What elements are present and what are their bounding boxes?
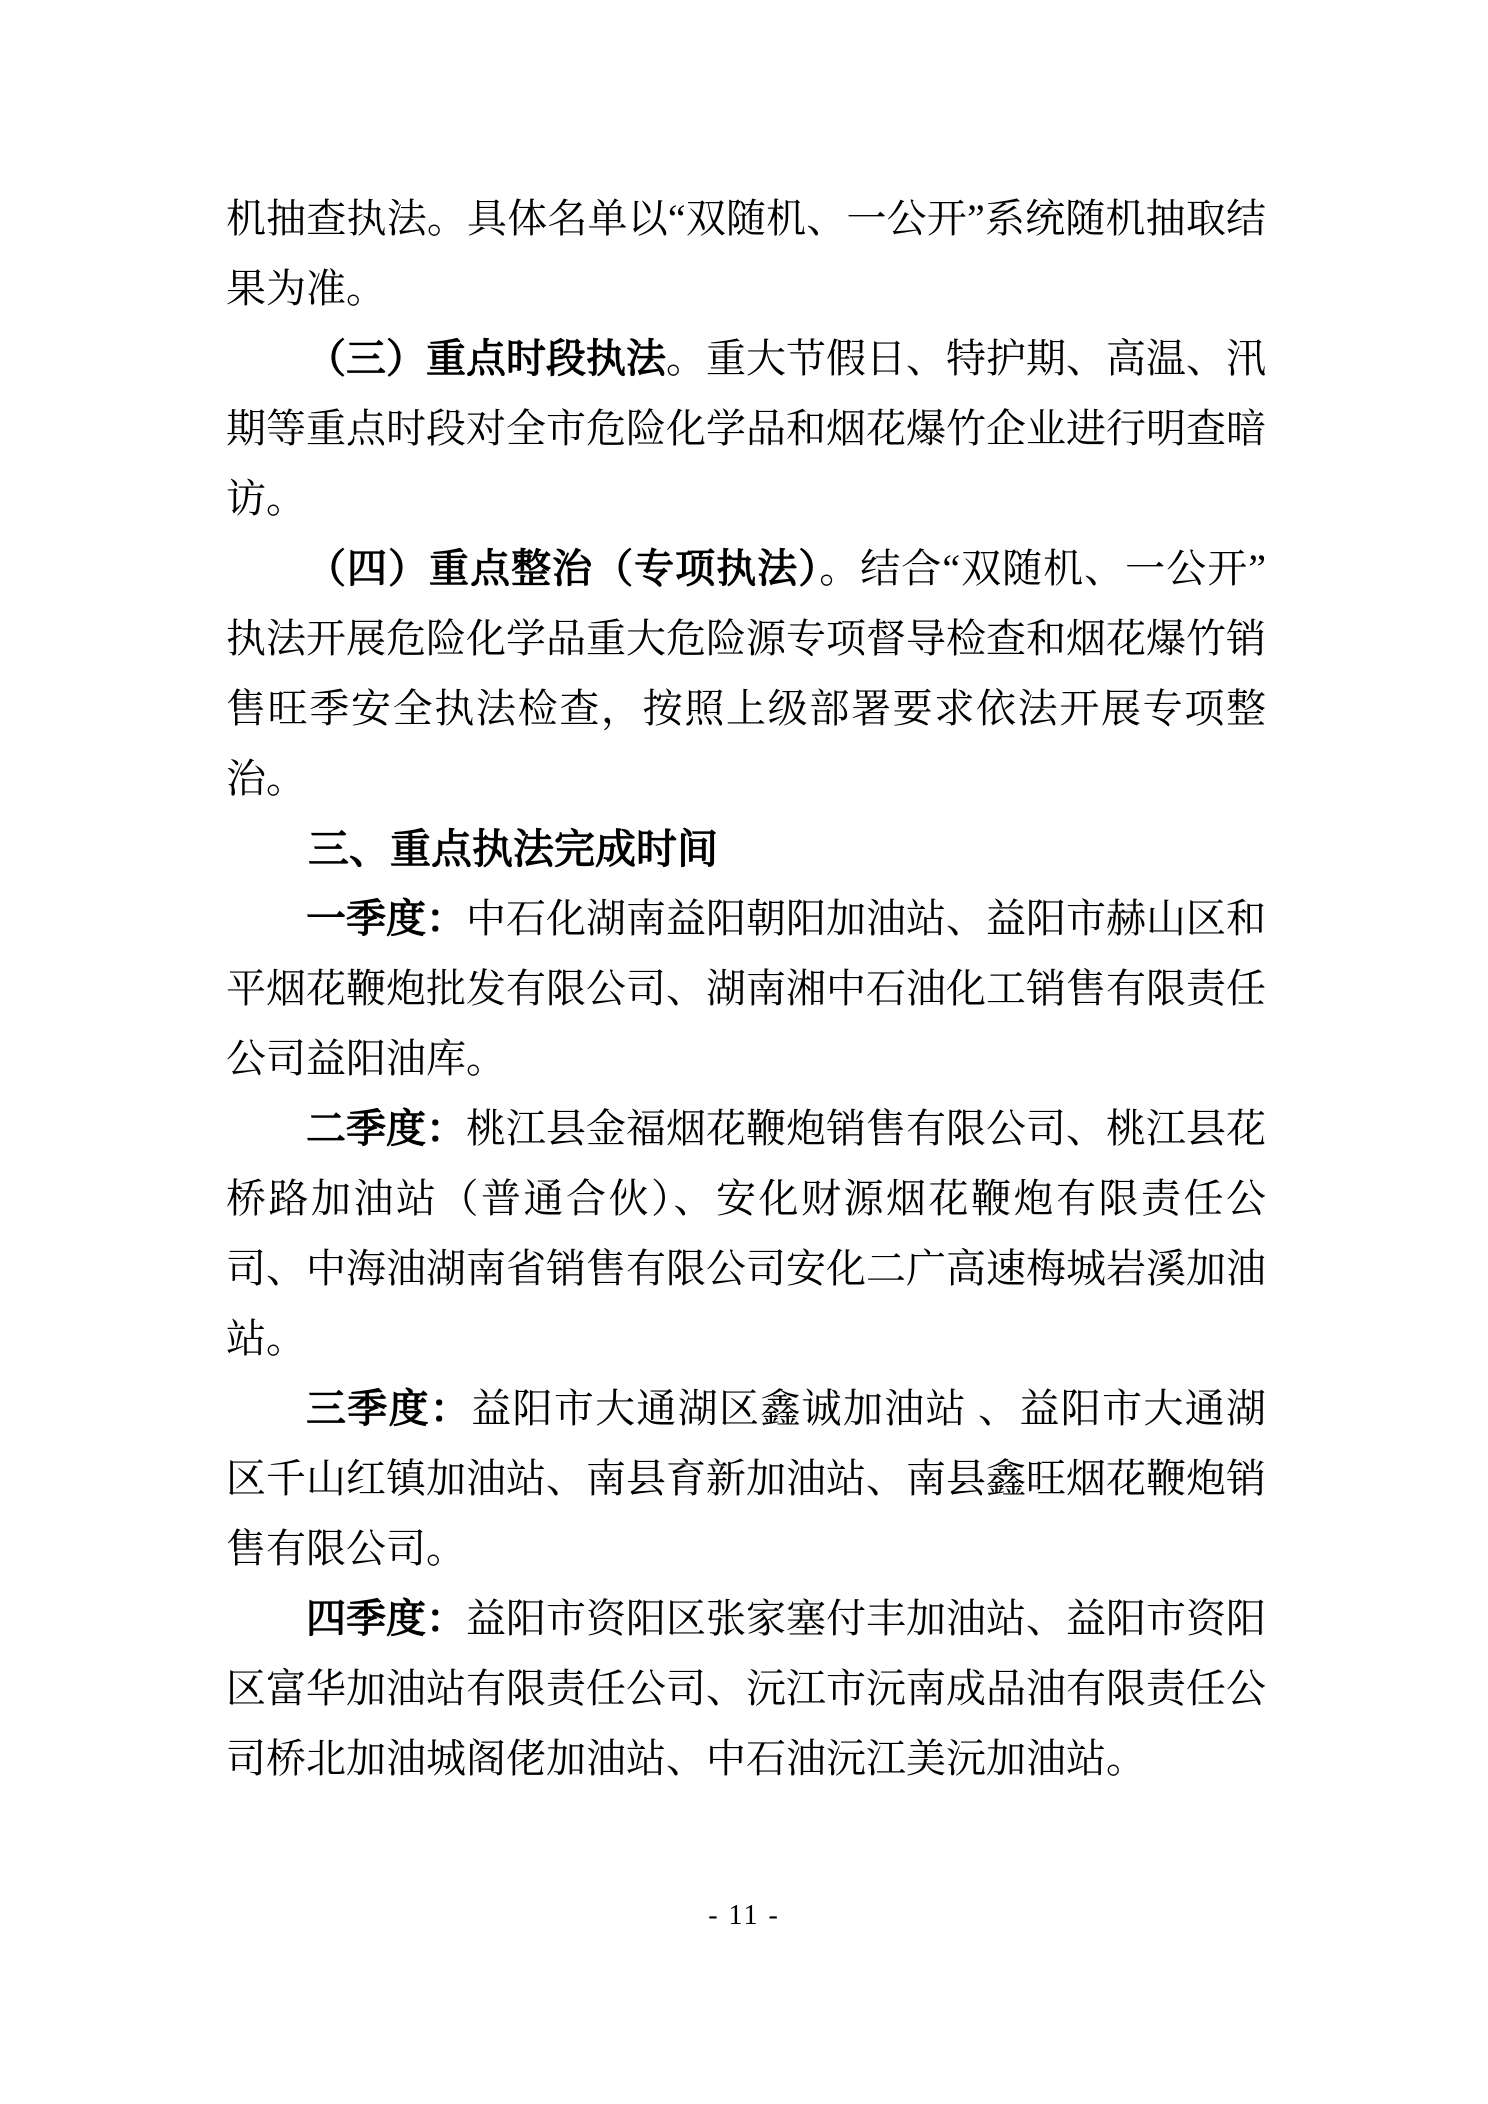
- page-footer: [0, 1898, 1488, 1934]
- section-heading: 三、重点执法完成时间: [308, 826, 718, 872]
- paragraph-text: 。重大节假日、特护期、高温、汛期等重点时段对全市危险化学品和烟花爆竹企业进行明查暗访。: [226, 336, 1266, 521]
- paragraph-text: 。结合“双随机、一公开”执法开展危险化学品重大危险源专项督导检查和烟花爆竹销售旺季安全执法检查，按照上级部署要求依法开展专项整治。: [226, 546, 1266, 801]
- paragraph-text: 中石化湖南益阳朝阳加油站、益阳市赫山区和平烟花鞭炮批发有限公司、湖南湘中石油化工销售有限责任公司益阳油库。: [226, 896, 1266, 1081]
- paragraph-quarter-3: [226, 1374, 1266, 1584]
- paragraph-text: 益阳市资阳区张家塞付丰加油站、益阳市资阳区富华加油站有限责任公司、沅江市沅南成品油有限责任公司桥北加油城阁佬加油站、中石油沅江美沅加油站。: [226, 1596, 1266, 1781]
- paragraph-lead: （四）重点整治（专项执法）: [306, 546, 820, 591]
- paragraph-lead: 三季度：: [306, 1386, 472, 1431]
- page-number: - 11 -: [708, 1900, 780, 1931]
- paragraph-quarter-2: [226, 1094, 1266, 1374]
- paragraph-lead: 一季度：: [306, 896, 466, 941]
- paragraph-item-4: [226, 534, 1266, 814]
- paragraph-text: 益阳市大通湖区鑫诚加油站 、益阳市大通湖区千山红镇加油站、南县育新加油站、南县鑫旺烟花鞭炮销售有限公司。: [226, 1386, 1267, 1571]
- paragraph-text: 桃江县金福烟花鞭炮销售有限公司、桃江县花桥路加油站（普通合伙）、安化财源烟花鞭炮有限责任公司、中海油湖南省销售有限公司安化二广高速梅城岩溪加油站。: [226, 1106, 1266, 1361]
- document-body: [226, 184, 1266, 1794]
- paragraph-lead: （三）重点时段执法: [306, 336, 666, 381]
- paragraph-continuation: [226, 184, 1266, 324]
- paragraph-quarter-4: [226, 1584, 1266, 1794]
- paragraph-item-3: [226, 324, 1266, 534]
- paragraph-lead: 四季度：: [306, 1596, 466, 1641]
- paragraph-text: 机抽查执法。具体名单以“双随机、一公开”系统随机抽取结果为准。: [226, 196, 1266, 311]
- paragraph-quarter-1: [226, 884, 1266, 1094]
- paragraph-lead: 二季度：: [306, 1106, 466, 1151]
